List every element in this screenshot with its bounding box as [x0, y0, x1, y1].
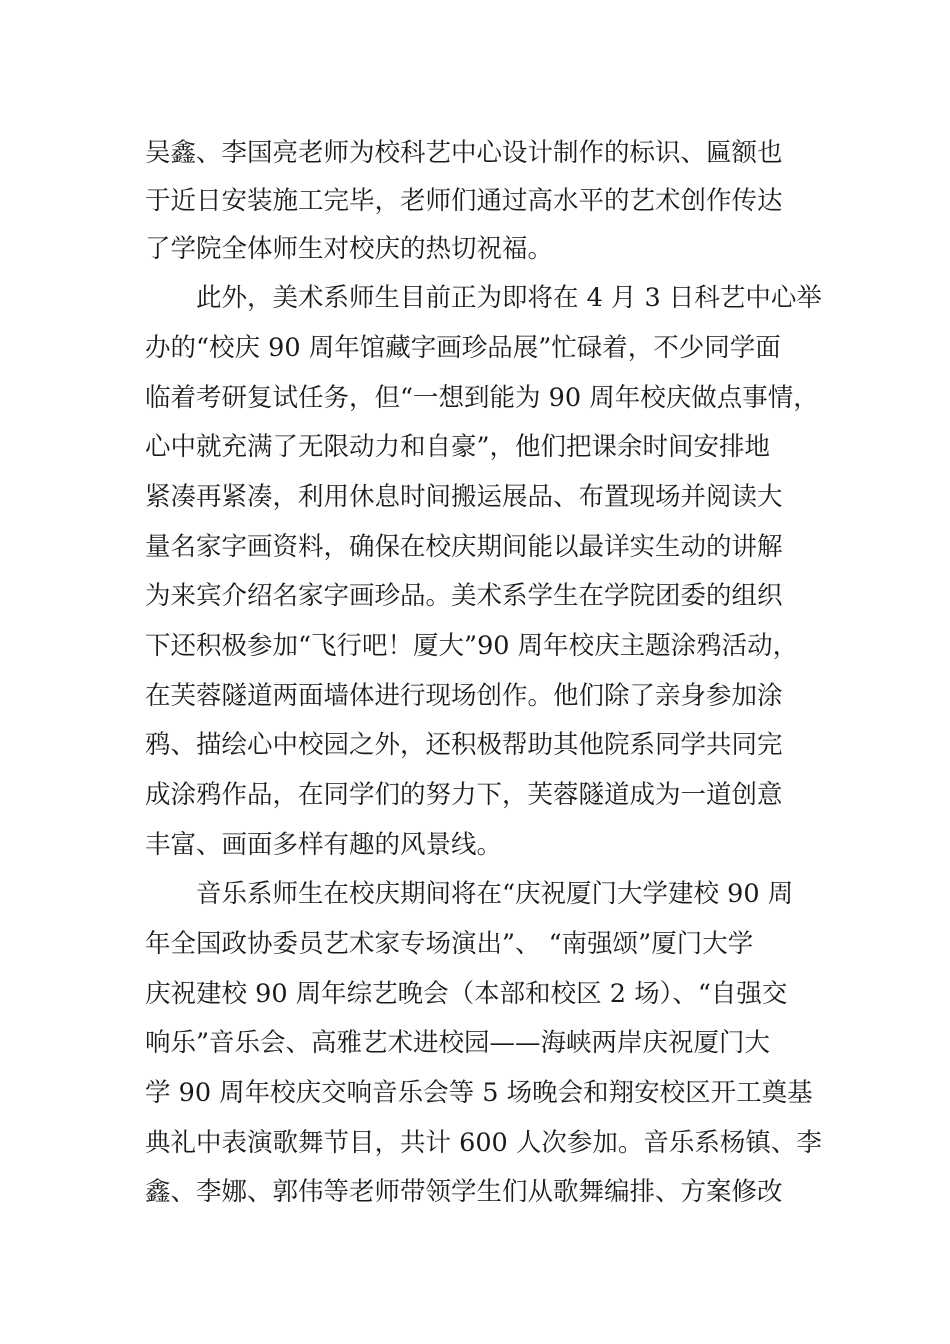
text-line: 年全国政协委员艺术家专场演出”、 “南强颂”厦门大学	[145, 929, 754, 959]
text-line: 成涂鸦作品，在同学们的努力下，芙蓉隧道成为一道创意	[145, 780, 783, 810]
text-line: 典礼中表演歌舞节目，共计 600 人次参加。音乐系杨镇、李	[145, 1128, 822, 1158]
text-line: 丰富、画面多样有趣的风景线。	[145, 830, 503, 860]
text-line: 音乐系师生在校庆期间将在“庆祝厦门大学建校 90 周	[196, 879, 794, 909]
text-line: 庆祝建校 90 周年综艺晚会（本部和校区 2 场）、“自强交	[145, 979, 788, 1009]
text-line: 响乐”音乐会、高雅艺术进校园——海峡两岸庆祝厦门大	[145, 1028, 771, 1058]
text-line: 此外，美术系师生目前正为即将在 4 月 3 日科艺中心举	[196, 283, 822, 313]
text-line: 学 90 周年校庆交响音乐会等 5 场晚会和翔安校区开工奠基	[145, 1078, 813, 1108]
text-line: 鸦、描绘心中校园之外，还积极帮助其他院系同学共同完	[145, 730, 783, 760]
text-line: 办的“校庆 90 周年馆藏字画珍品展”忙碌着，不少同学面	[145, 333, 781, 363]
text-line: 下还积极参加“飞行吧！厦大”90 周年校庆主题涂鸦活动，	[145, 631, 799, 661]
text-line: 鑫、李娜、郭伟等老师带领学生们从歌舞编排、方案修改	[145, 1177, 783, 1207]
text-line: 心中就充满了无限动力和自豪”，他们把课余时间安排地	[145, 432, 771, 462]
text-line: 了学院全体师生对校庆的热切祝福。	[145, 234, 554, 264]
text-line: 于近日安装施工完毕，老师们通过高水平的艺术创作传达	[145, 186, 783, 216]
text-line: 吴鑫、李国亮老师为校科艺中心设计制作的标识、匾额也	[145, 138, 783, 168]
text-line: 临着考研复试任务，但“一想到能为 90 周年校庆做点事情，	[145, 383, 819, 413]
text-line: 量名家字画资料，确保在校庆期间能以最详实生动的讲解	[145, 532, 783, 562]
text-line: 为来宾介绍名家字画珍品。美术系学生在学院团委的组织	[145, 581, 783, 611]
text-line: 在芙蓉隧道两面墙体进行现场创作。他们除了亲身参加涂	[145, 681, 783, 711]
text-line: 紧凑再紧凑，利用休息时间搬运展品、布置现场并阅读大	[145, 482, 783, 512]
